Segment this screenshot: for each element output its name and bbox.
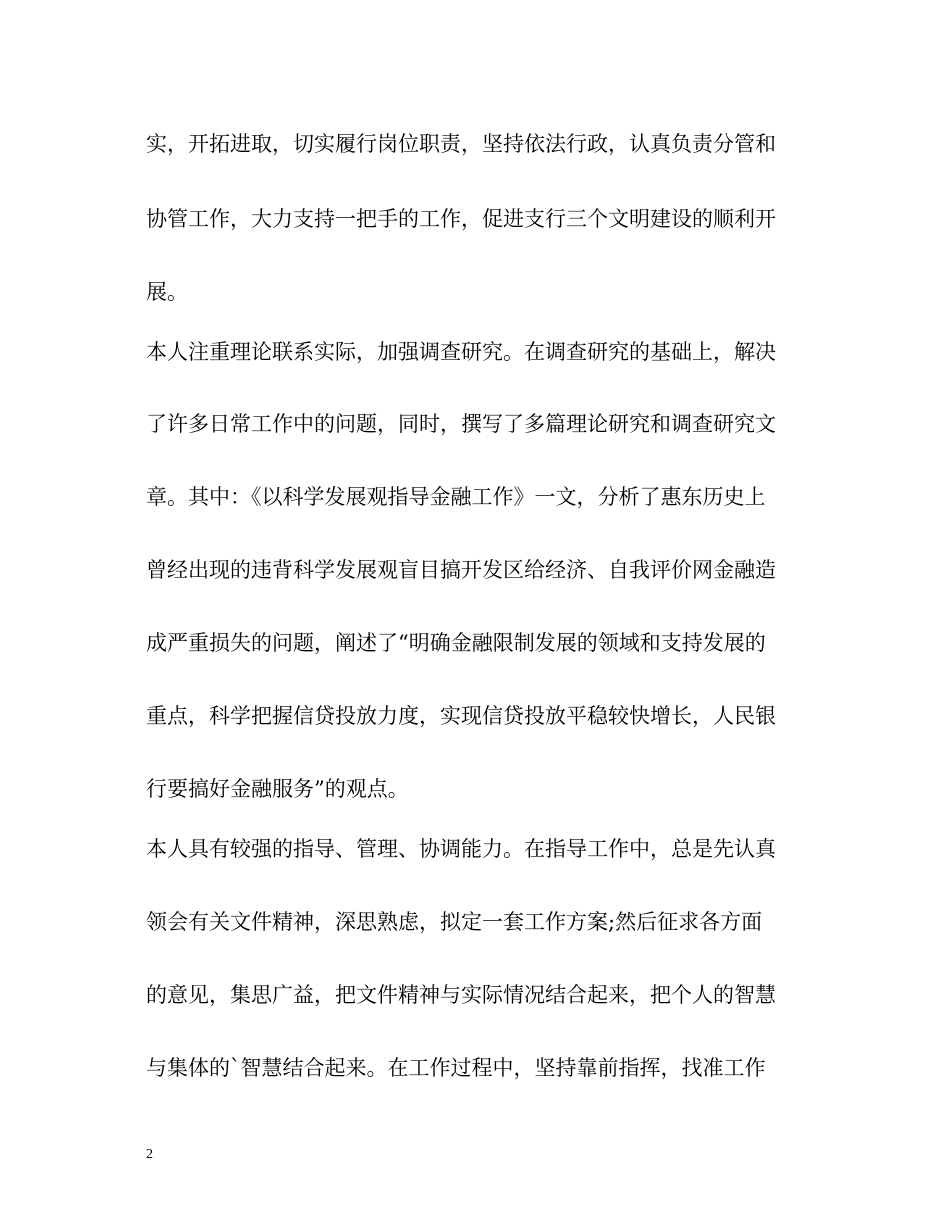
text-line: 行要搞好金融服务”的观点。 bbox=[146, 777, 409, 801]
text-line: 实，开拓进取，切实履行岗位职责，坚持依法行政，认真负责分管和 bbox=[146, 132, 776, 156]
text-line: 成严重损失的问题，阐述了“明确金融限制发展的领域和支持发展的 bbox=[146, 631, 766, 655]
text-line: 曾经出现的违背科学发展观盲目搞开发区给经济、自我评价网金融造 bbox=[146, 558, 776, 582]
text-line: 本人具有较强的指导、管理、协调能力。在指导工作中，总是先认真 bbox=[146, 837, 776, 861]
text-line: 与集体的`智慧结合起来。在工作过程中，坚持靠前指挥，找准工作 bbox=[146, 1056, 766, 1080]
text-line: 本人注重理论联系实际，加强调查研究。在调查研究的基础上，解决 bbox=[146, 340, 776, 364]
text-line: 章。其中：《以科学发展观指导金融工作》一文，分析了惠东历史上 bbox=[146, 485, 766, 509]
text-line: 重点，科学把握信贷投放力度，实现信贷投放平稳较快增长，人民银 bbox=[146, 704, 776, 728]
page-number: 2 bbox=[146, 1147, 153, 1162]
text-line: 展。 bbox=[146, 280, 188, 304]
text-line: 协管工作，大力支持一把手的工作，促进支行三个文明建设的顺利开 bbox=[146, 207, 776, 231]
text-line: 领会有关文件精神，深思熟虑，拟定一套工作方案;然后征求各方面 bbox=[146, 910, 763, 934]
text-line: 的意见，集思广益，把文件精神与实际情况结合起来，把个人的智慧 bbox=[146, 983, 776, 1007]
text-line: 了许多日常工作中的问题，同时，撰写了多篇理论研究和调查研究文 bbox=[146, 412, 776, 436]
